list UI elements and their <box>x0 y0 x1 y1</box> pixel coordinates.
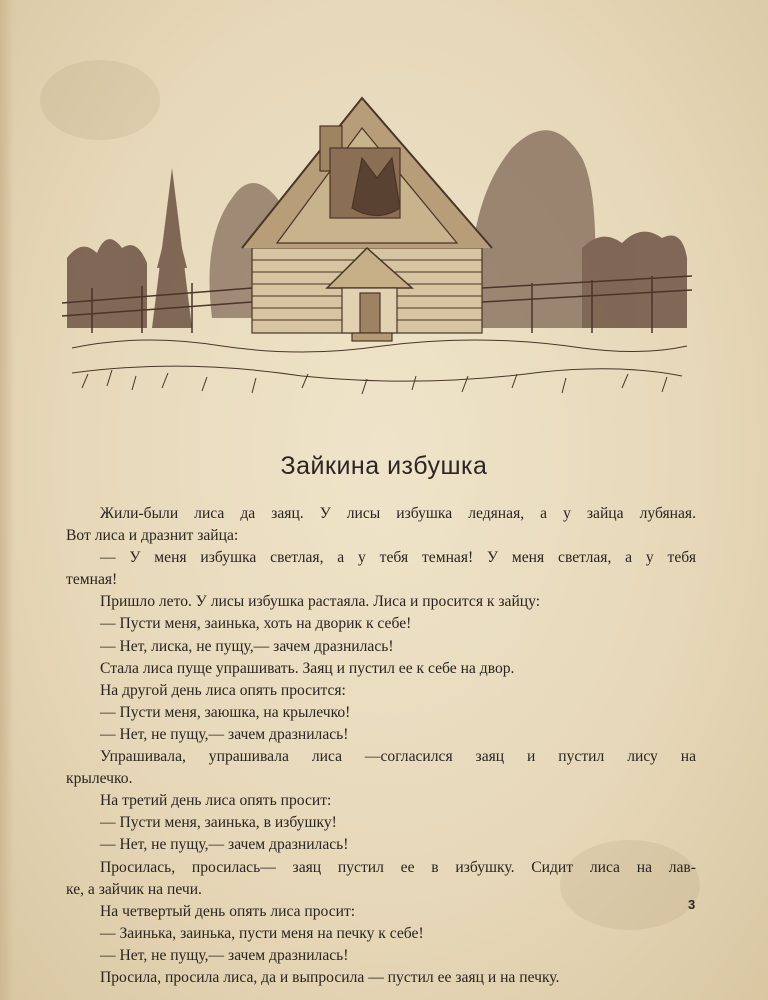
story-line: крылечко. <box>66 770 133 788</box>
grass <box>72 340 687 394</box>
story-line: Пришло лето. У лисы избушка растаяла. Лиса и просится к зайцу: <box>100 593 541 611</box>
story-line: — Нет, лиска, не пущу,— зачем дразнилась! <box>100 637 394 655</box>
story-line: Просила, просила лиса, да и выпросила — пустил ее заяц и на печку. <box>100 968 560 986</box>
page-edge-shadow <box>0 0 14 1000</box>
story-line: — Пусти меня, заинька, в избушку! <box>100 814 337 832</box>
story-line: На другой день лиса опять просится: <box>100 681 346 699</box>
story-line: На четвертый день опять лиса просит: <box>100 902 356 920</box>
story-line: Вот лиса и дразнит зайца: <box>66 527 239 545</box>
story-line: — У меня избушка светлая, а у тебя темная! У меня светлая, а у тебя <box>100 549 696 567</box>
story-text <box>66 503 696 989</box>
story-line: Упрашивала, упрашивала лиса —согласился заяц и пустил лису на <box>100 748 696 766</box>
story-line: На третий день лиса опять просит: <box>100 792 332 810</box>
trees-right <box>470 130 687 328</box>
story-line: темная! <box>66 571 118 589</box>
story-line: Стала лиса пуще упрашивать. Заяц и пустил ее к себе на двор. <box>100 659 515 677</box>
story-line: — Нет, не пущу,— зачем дразнилась! <box>100 725 349 743</box>
story-title: Зайкина избушка <box>280 452 488 480</box>
page-number: 3 <box>688 897 696 912</box>
story-line: — Нет, не пущу,— зачем дразнилась! <box>100 946 349 964</box>
story-line: — Пусти меня, заюшка, на крылечко! <box>100 703 351 721</box>
story-line: Жили-были лиса да заяц. У лисы избушка ледяная, а у зайца лубяная. <box>100 505 696 522</box>
log-hut <box>242 98 492 341</box>
story-line: Просилась, просилась— заяц пустил ее в избушку. Сидит лиса на лав- <box>100 858 696 876</box>
story-line: — Пусти меня, заинька, хоть на дворик к себе! <box>100 615 412 633</box>
hut-illustration <box>62 88 692 403</box>
story-line: — Нет, не пущу,— зачем дразнилась! <box>100 836 349 854</box>
story-line: — Заинька, заинька, пусти меня на печку к себе! <box>100 924 424 942</box>
story-line: ке, а зайчик на печи. <box>66 880 202 898</box>
